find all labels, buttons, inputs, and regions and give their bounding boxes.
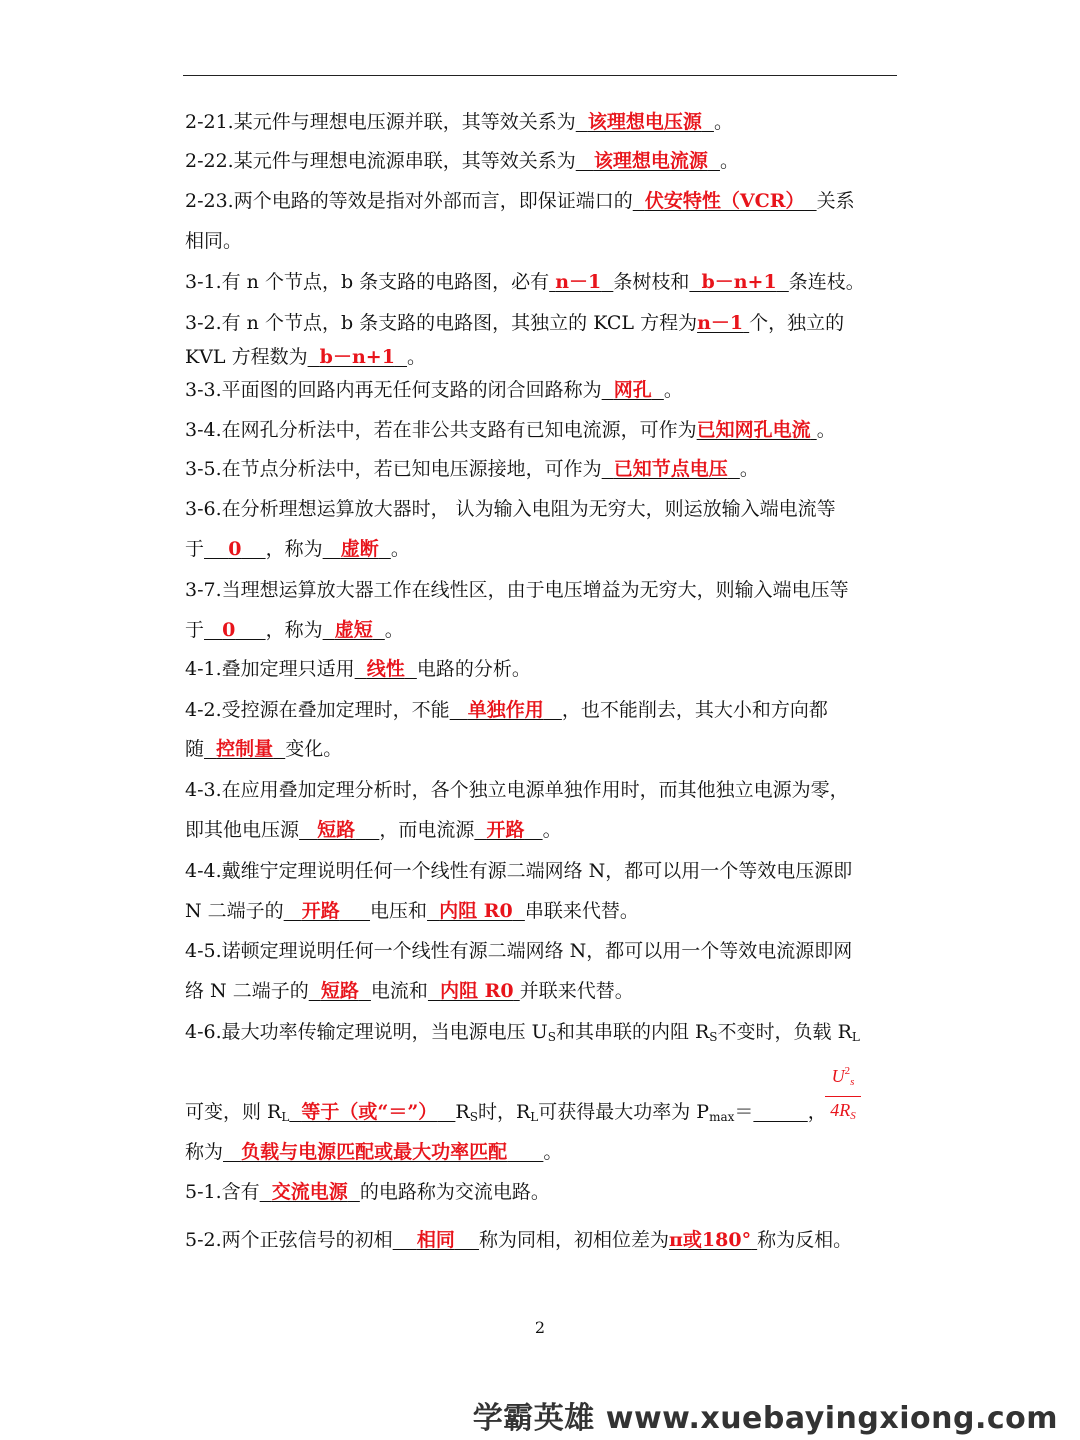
answer: 内阻 R0 — [439, 900, 513, 922]
line-4-3-cont: 即其他电压源 短路 ，而电流源 开路 。 — [185, 819, 562, 841]
answer: n－1 — [555, 271, 602, 293]
answer: 短路 — [317, 819, 356, 841]
line-4-4-cont: N 二端子的 开路 电压和 内阻 R0 串联来代替。 — [185, 900, 639, 922]
watermark: 学霸英雄 www.xuebayingxiong.com — [472, 1401, 1058, 1436]
line-2-23-cont: 相同。 — [185, 230, 243, 252]
line-4-2: 4-2.受控源在叠加定理时，不能 单独作用 ，也不能削去，其大小和方向都 — [185, 699, 828, 721]
answer: π或180° — [669, 1229, 752, 1251]
line-4-5: 4-5.诺顿定理说明任何一个线性有源二端网络 N，都可以用一个等效电流源即网 — [185, 940, 853, 962]
line-4-6-cont2: 称为 负载与电源匹配或最大功率匹配 。 — [185, 1141, 563, 1163]
answer: 线性 — [366, 658, 405, 680]
answer: 控制量 — [216, 738, 274, 760]
line-4-1: 4-1.叠加定理只适用 线性 电路的分析。 — [185, 658, 531, 680]
line-3-2: 3-2.有 n 个节点，b 条支路的电路图，其独立的 KCL 方程为n－1 个，独立的 — [185, 312, 845, 334]
line-3-4: 3-4.在网孔分析法中，若在非公共支路有已知电流源，可作为已知网孔电流 。 — [185, 419, 836, 441]
line-5-2: 5-2.两个正弦信号的初相 相同 称为同相，初相位差为π或180° 称为反相。 — [185, 1229, 853, 1251]
line-3-6: 3-6.在分析理想运算放大器时， 认为输入电阻为无穷大，则运放输入端电流等 — [185, 498, 836, 520]
line-3-5: 3-5.在节点分析法中，若已知电压源接地，可作为 已知节点电压 。 — [185, 458, 759, 480]
answer: 0 — [228, 538, 242, 560]
answer: 开路 — [301, 900, 340, 922]
answer: 内阻 R0 — [440, 980, 514, 1002]
answer: 交流电源 — [271, 1181, 348, 1203]
answer: 已知节点电压 — [613, 458, 728, 480]
answer: 已知网孔电流 — [696, 419, 811, 441]
line-4-6-cont: 可变，则 $R_L$ 等于（或“＝”） $R_S$时，$R_L$可获得最大功率为 $P_{max}=$ ， — [185, 1101, 827, 1124]
header-rule — [183, 75, 897, 76]
line-2-21: 2-21.某元件与理想电压源并联，其等效关系为 该理想电压源 。 — [185, 111, 733, 133]
answer: 等于（或“＝”） — [301, 1101, 438, 1123]
page-number: 2 — [534, 1318, 546, 1337]
answer: 相同 — [416, 1229, 455, 1251]
line-4-2-cont: 随 控制量 变化。 — [185, 738, 343, 760]
answer: 该理想电压源 — [587, 111, 702, 133]
answer: b－n+1 — [319, 346, 395, 368]
line-3-2-cont: KVL 方程数为 b－n+1 。 — [185, 346, 427, 368]
answer: 虚断 — [340, 538, 379, 560]
line-3-7-cont: 于 0 ，称为 虚短 。 — [185, 619, 404, 641]
line-4-6: 4-6.最大功率传输定理说明，当电源电压 $U_S$和其串联的内阻 $R_S$不变时，负载 $R_L$ — [185, 1021, 860, 1044]
answer: 网孔 — [613, 379, 652, 401]
answer: b－n+1 — [701, 271, 777, 293]
max-power-formula: $U^2s$ 4RS — [823, 1058, 863, 1128]
answer: 伏安特性（VCR） — [644, 190, 805, 212]
answer: 虚短 — [334, 619, 373, 641]
line-4-4: 4-4.戴维宁定理说明任何一个线性有源二端网络 N，都可以用一个等效电压源即 — [185, 860, 853, 882]
line-3-3: 3-3.平面图的回路内再无任何支路的闭合回路称为 网孔 。 — [185, 379, 683, 401]
answer: 开路 — [486, 819, 525, 841]
line-4-5-cont: 络 N 二端子的 短路 电流和 内阻 R0 并联来代替。 — [185, 980, 634, 1002]
answer: 单独作用 — [467, 699, 544, 721]
answer: 负载与电源匹配或最大功率匹配 — [241, 1141, 508, 1163]
answer: 该理想电流源 — [593, 150, 708, 172]
answer: n－1 — [697, 312, 744, 334]
line-2-23: 2-23.两个电路的等效是指对外部而言，即保证端口的 伏安特性（VCR） 关系 — [185, 190, 855, 212]
line-3-6-cont: 于 0 ，称为 虚断 。 — [185, 538, 410, 560]
line-5-1: 5-1.含有 交流电源 的电路称为交流电路。 — [185, 1181, 550, 1203]
line-2-22: 2-22.某元件与理想电流源串联，其等效关系为 该理想电流源 。 — [185, 150, 739, 172]
line-3-1: 3-1.有 n 个节点，b 条支路的电路图，必有 n－1 条树枝和 b－n+1 条连枝。 — [185, 271, 865, 293]
answer: 短路 — [320, 980, 359, 1002]
line-3-7: 3-7.当理想运算放大器工作在线性区，由于电压增益为无穷大，则输入端电压等 — [185, 579, 849, 601]
line-4-3: 4-3.在应用叠加定理分析时，各个独立电源单独作用时，而其他独立电源为零， — [185, 779, 849, 801]
answer: 0 — [222, 619, 236, 641]
